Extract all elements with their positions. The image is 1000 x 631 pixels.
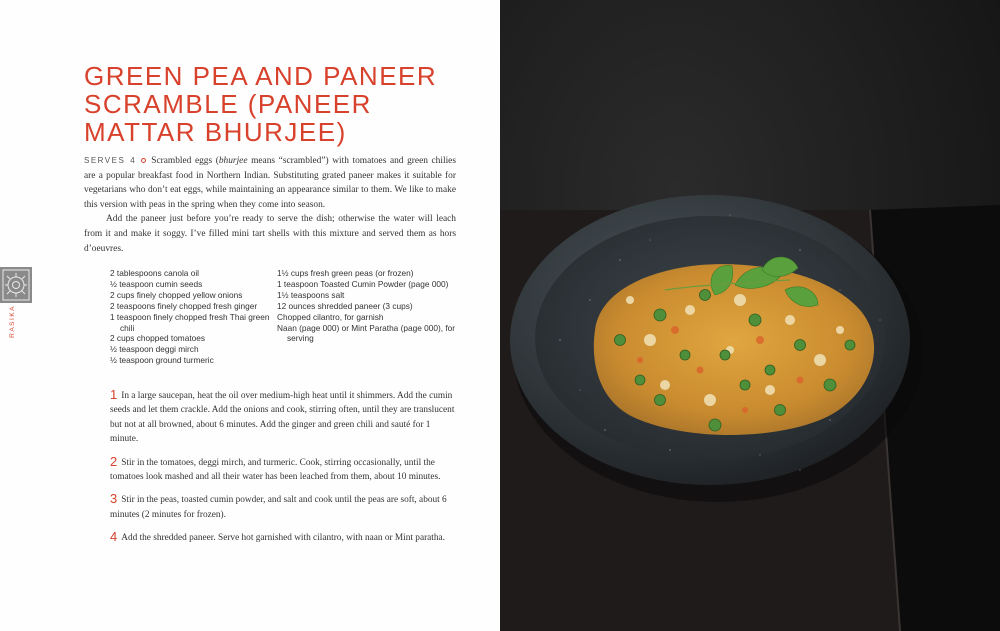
step-number: 2 — [110, 453, 118, 469]
step-number: 1 — [110, 387, 118, 402]
intro-paragraph-2: Add the paneer just before you’re ready to serve the dish; otherwise the water will leach from it and make it soggy. I’ve filled mini tart shells with this mixture and served them as hors d’oeuvres. — [84, 214, 456, 254]
ingredient-item: 12 ounces shredded paneer (3 cups) — [277, 300, 413, 311]
recipe-title: GREEN PEA AND PANEER SCRAMBLE (PANEER MATTAR BHURJEE) — [84, 61, 438, 147]
intro-text: means “scrambled”) with tomatoes and green chilies are a popular breakfast food in Northern Indian. Substituting grated paneer makes it suitable for vegetarians who don’t eat eggs, while maintaining an appearance similar to them. We like to make this version with peas in the spring when they come into season. — [84, 156, 456, 210]
ingredients-column-2 — [277, 268, 467, 366]
ingredient-item: Chopped cilantro, for garnish — [277, 311, 384, 322]
ingredients-list — [110, 268, 470, 366]
ingredient-item: ½ teaspoon deggi mirch — [110, 344, 199, 355]
ingredient-item: ½ teaspoon cumin seeds — [110, 278, 203, 289]
ingredient-item: 2 cups chopped tomatoes — [110, 333, 206, 344]
recipe-intro — [84, 154, 456, 256]
ornament-tab-icon — [0, 267, 32, 303]
intro-paragraph-1 — [84, 154, 456, 212]
step-text: Stir in the peas, toasted cumin powder, and salt and cook until the peas are soft, about 6 minutes (2 minutes for frozen). — [110, 495, 447, 520]
serves-label: SERVES 4 — [84, 156, 137, 165]
ingredient-item: ½ teaspoon ground turmeric — [110, 355, 214, 366]
ingredient-item: Naan (page 000) or Mint Paratha (page 000), for serving — [277, 322, 456, 344]
step — [110, 455, 460, 485]
intro-text: Scrambled eggs ( — [151, 156, 219, 166]
recipe-steps — [110, 388, 460, 554]
ingredient-item: 2 cups finely chopped yellow onions — [110, 289, 243, 300]
ingredient-item: 1½ teaspoons salt — [277, 289, 345, 300]
ingredient-item: 1 teaspoon finely chopped fresh Thai green chili — [110, 311, 270, 333]
ingredient-item: 2 tablespoons canola oil — [110, 268, 200, 278]
ingredient-item: 1 teaspoon Toasted Cumin Powder (page 000) — [277, 278, 449, 289]
ingredient-item: 2 teaspoons finely chopped fresh ginger — [110, 300, 258, 311]
intro-emphasis: bhurjee — [218, 156, 248, 166]
step — [110, 388, 460, 447]
section-side-label: RASIKA — [9, 305, 16, 338]
ingredient-item: 1½ cups fresh green peas (or frozen) — [277, 268, 414, 278]
ingredients-column-1 — [110, 268, 277, 366]
step-text: Stir in the tomatoes, deggi mirch, and turmeric. Cook, stirring occasionally, until the tomatoes look mashed and all their water has been leached from them, about 10 minutes. — [110, 457, 441, 483]
step-text: In a large saucepan, heat the oil over medium-high heat until it shimmers. Add the cumin seeds and let them crackle. Add the onions and cook, stirring often, until they are translucent but not at all browned, about 6 minutes. Add the ginger and green chili and sauté for 1 minute. — [110, 391, 455, 445]
step — [110, 530, 460, 545]
dish-photo — [500, 0, 1000, 631]
step-number: 4 — [110, 529, 118, 545]
bullet-icon — [141, 158, 146, 163]
step — [110, 492, 460, 522]
step-number: 3 — [110, 491, 118, 507]
step-text: Add the shredded paneer. Serve hot garnished with cilantro, with naan or Mint paratha. — [121, 533, 445, 544]
